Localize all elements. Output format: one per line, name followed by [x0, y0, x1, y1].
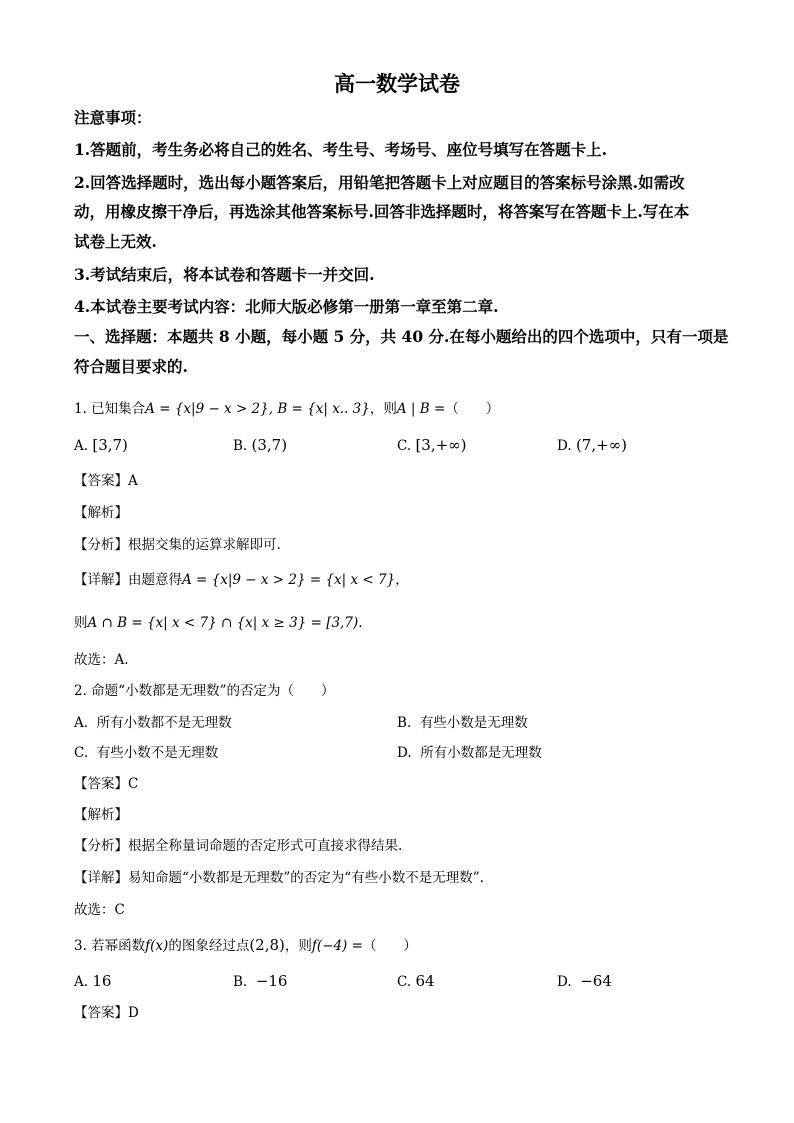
q1-xiangjie [74, 569, 409, 591]
notice-item-4: 4.本试卷主要考试内容：北师大版必修第一册第一章至第二章. [74, 297, 499, 316]
notice-heading: 注意事项： [74, 108, 152, 127]
xiangjie-math: A ∩ B = {x| x < 7} ∩ {x| x ≥ 3} = [3,7). [87, 615, 363, 631]
fenxi-tag: 【分析】 [74, 537, 128, 553]
q1-option-c [397, 434, 467, 457]
q3-text: 3. 若幂函数 [74, 938, 146, 954]
q3-option-b [233, 970, 287, 993]
question-3-stem [74, 934, 417, 957]
option-value: 64 [415, 972, 435, 990]
option-label: D. [397, 745, 412, 761]
q2-option-b [397, 712, 528, 734]
page-title: 高一数学试卷 [334, 71, 460, 96]
option-value: (3,7) [251, 436, 288, 454]
option-label: C. [397, 974, 412, 990]
option-value: −64 [580, 972, 612, 990]
q3-paren: （ ） [362, 938, 417, 954]
fenxi-tag: 【分析】 [74, 838, 128, 854]
option-value: 16 [92, 972, 112, 990]
question-1-stem [74, 398, 499, 420]
notice-item-1: 1.答题前，考生务必将自己的姓名、考生号、考场号、座位号填写在答题卡上. [74, 140, 608, 159]
notice-item-2b: 动，用橡皮擦干净后，再选涂其他答案标号.回答非选择题时，将答案写在答题卡上.写在本 [74, 202, 690, 221]
q3-option-a [74, 970, 111, 993]
option-label: C. [397, 438, 412, 454]
option-value: [3,7) [92, 436, 128, 454]
q3-math: (2,8) [249, 936, 285, 954]
answer-value: A [128, 473, 138, 489]
option-value: [3,+∞) [415, 436, 467, 454]
option-label: A. [74, 974, 89, 990]
q2-xiangjie [74, 867, 484, 889]
q1-answer [74, 470, 138, 492]
option-value: 有些小数是无理数 [419, 715, 528, 731]
q1-fenxi [74, 534, 281, 556]
q3-math: f(−4) = [311, 938, 363, 954]
option-label: A. [74, 715, 89, 731]
q2-option-c [74, 742, 218, 764]
xiangjie-text: 易知命题“小数都是无理数”的否定为“有些小数不是无理数”. [128, 870, 484, 886]
answer-value: C [128, 776, 139, 792]
q1-option-d [557, 434, 627, 457]
option-value: 所有小数都是无理数 [420, 745, 542, 761]
xiangjie-tag: 【详解】 [74, 572, 128, 588]
section-heading-a: 一、选择题：本题共 8 小题，每小题 5 分，共 40 分.在每小题给出的四个选项中，只有一项是 [74, 327, 729, 346]
q3-text: 的图象经过点 [168, 938, 250, 954]
option-value: −16 [255, 972, 288, 990]
answer-tag: 【答案】 [74, 473, 128, 489]
q2-answer [74, 773, 138, 795]
q3-math: f(x) [145, 938, 169, 954]
option-label: C. [74, 745, 89, 761]
q2-conclusion: 故选：C [74, 902, 125, 918]
fenxi-text: 根据全称量词命题的否定形式可直接求得结果. [128, 838, 403, 854]
q1-set-a: A = {x|9 − x > 2} [145, 401, 269, 417]
q1-option-a [74, 434, 128, 457]
section-heading-b: 符合题目要求的. [74, 357, 188, 376]
q2-analysis-tag: 【解析】 [74, 807, 128, 823]
option-value: (7,+∞) [575, 436, 628, 454]
answer-value: D [128, 1005, 139, 1021]
q1-analysis-tag: 【解析】 [74, 505, 128, 521]
q1-ask: ，则 [369, 401, 397, 417]
q3-option-d [557, 970, 612, 993]
q1-xiangjie-2 [74, 612, 363, 634]
option-value: 有些小数不是无理数 [96, 745, 219, 761]
option-label: A. [74, 438, 89, 454]
q1-set-b: , B = {x| x.. 3} [268, 401, 370, 417]
q3-answer [74, 1002, 139, 1024]
option-label: D. [557, 438, 572, 454]
q1-conclusion: 故选：A. [74, 652, 129, 668]
option-label: B. [233, 438, 248, 454]
notice-item-2c: 试卷上无效. [74, 232, 157, 251]
q1-option-b [233, 434, 287, 457]
q3-option-c [397, 970, 435, 993]
q2-option-a [74, 712, 232, 734]
option-label: B. [233, 974, 248, 990]
xiangjie-math: A = {x|9 − x > 2} = {x| x < 7}， [182, 572, 409, 588]
q2-fenxi [74, 835, 402, 857]
option-label: B. [397, 715, 412, 731]
notice-item-2a: 2.回答选择题时，选出每小题答案后，用铅笔把答题卡上对应题目的答案标号涂黑.如需改 [74, 173, 685, 192]
answer-tag: 【答案】 [74, 776, 128, 792]
q1-prefix: 1. 已知集合 [74, 401, 146, 417]
question-2-stem: 2. 命题“小数都是无理数”的否定为（ ） [74, 683, 335, 699]
xiangjie-text: 由题意得 [128, 572, 182, 588]
answer-tag: 【答案】 [74, 1005, 128, 1021]
fenxi-text: 根据交集的运算求解即可. [128, 537, 281, 553]
xiangjie-tag: 【详解】 [74, 870, 128, 886]
q3-text: ，则 [284, 938, 312, 954]
xiangjie-text: 则 [74, 615, 88, 631]
q1-expr: A | B = [396, 401, 446, 417]
q1-paren: （ ） [445, 401, 500, 417]
option-value: 所有小数都不是无理数 [96, 715, 232, 731]
q2-option-d [397, 742, 542, 764]
notice-item-3: 3.考试结束后，将本试卷和答题卡一并交回. [74, 265, 375, 284]
option-label: D. [557, 974, 572, 990]
